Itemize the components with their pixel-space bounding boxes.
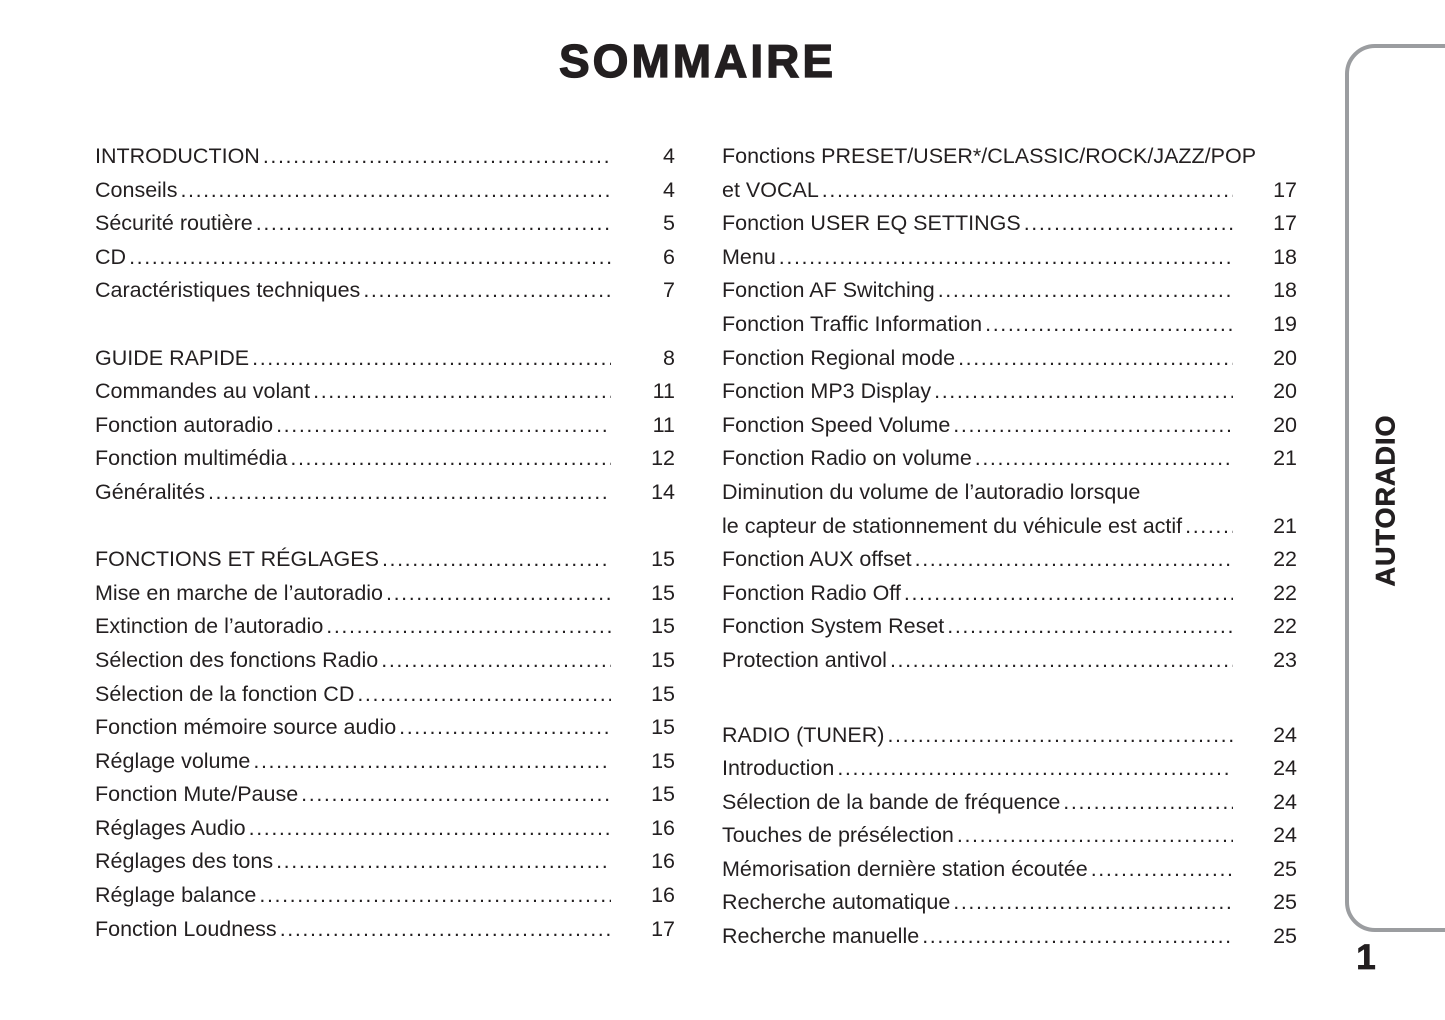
toc-entry-page: 24 — [1273, 756, 1297, 781]
dot-leader — [326, 610, 611, 644]
toc-entry-page: 21 — [1273, 446, 1297, 471]
toc-entry-label: Fonction Speed Volume — [722, 412, 951, 437]
toc-entry-label: Touches de présélection — [722, 823, 954, 848]
toc-entry — [722, 752, 1297, 786]
dot-leader — [958, 342, 1233, 376]
toc-entry-page: 5 — [663, 211, 675, 236]
toc-entry-page: 6 — [663, 244, 675, 269]
toc-entry-page: 15 — [651, 748, 675, 773]
toc-entry-label: Fonction Radio on volume — [722, 446, 972, 471]
toc-right-column — [722, 140, 1297, 954]
toc-entry — [722, 819, 1297, 853]
toc-entry-label: Diminution du volume de l’autoradio lorsque — [722, 479, 1141, 504]
toc-entry-page: 11 — [652, 412, 675, 437]
toc-entry-label: Fonction Loudness — [95, 916, 277, 941]
toc-left-column — [95, 140, 675, 946]
toc-section — [95, 342, 675, 510]
toc-entry-label: Fonction autoradio — [95, 412, 274, 437]
toc-section — [722, 719, 1297, 954]
toc-entry — [95, 140, 675, 174]
toc-entry-page: 22 — [1273, 614, 1297, 639]
dot-leader — [129, 241, 611, 275]
toc-entry — [95, 241, 675, 275]
dot-leader — [957, 819, 1233, 853]
toc-entry-page: 24 — [1273, 722, 1297, 747]
dot-leader — [386, 577, 611, 611]
toc-entry — [722, 786, 1297, 820]
toc-entry — [722, 644, 1297, 678]
toc-section — [722, 140, 1297, 678]
toc-entry-page: 16 — [651, 849, 675, 874]
dot-leader — [985, 308, 1233, 342]
toc-entry — [722, 853, 1297, 887]
toc-entry-label: INTRODUCTION — [95, 144, 260, 168]
toc-entry-label: Fonction USER EQ SETTINGS — [722, 211, 1021, 236]
toc-entry-label: GUIDE RAPIDE — [95, 345, 250, 370]
toc-entry — [722, 886, 1297, 920]
toc-entry — [722, 442, 1297, 476]
dot-leader — [953, 409, 1233, 443]
toc-entry-page: 14 — [651, 479, 675, 504]
toc-entry-label: Fonctions PRESET/USER*/CLASSIC/ROCK/JAZZ/POP — [722, 144, 1257, 168]
dot-leader — [280, 913, 611, 947]
toc-entry-page: 25 — [1273, 924, 1297, 949]
toc-entry-label: CD — [95, 244, 127, 269]
dot-leader — [822, 174, 1233, 208]
dot-leader — [890, 644, 1233, 678]
toc-entry-page: 11 — [652, 379, 675, 404]
dot-leader — [256, 207, 611, 241]
toc-entry — [722, 610, 1297, 644]
toc-entry-page: 25 — [1273, 856, 1297, 881]
toc-entry — [722, 274, 1297, 308]
toc-entry — [95, 409, 675, 443]
toc-entry — [722, 174, 1297, 208]
autoradio-tab-label: AUTORADIO — [1370, 413, 1401, 587]
toc-entry-page: 15 — [651, 547, 675, 572]
toc-entry-label: Généralités — [95, 479, 205, 504]
toc-entry-page: 22 — [1273, 547, 1297, 572]
toc-entry-label: FONCTIONS ET RÉGLAGES — [95, 547, 379, 572]
dot-leader — [363, 274, 611, 308]
page-title: SOMMAIRE — [559, 35, 836, 87]
toc-entry — [95, 644, 675, 678]
toc-entry-label: Réglages des tons — [95, 849, 274, 874]
toc-entry-label: Fonction AF Switching — [722, 278, 935, 303]
toc-entry-page: 8 — [663, 345, 675, 370]
toc-entry — [722, 719, 1297, 753]
toc-entry-label: Fonction Mute/Pause — [95, 782, 299, 807]
toc-entry-page: 7 — [663, 278, 675, 303]
toc-entry-label: Recherche automatique — [722, 890, 951, 915]
dot-leader — [357, 678, 611, 712]
dot-leader — [276, 409, 611, 443]
toc-entry-page: 15 — [651, 681, 675, 706]
toc-entry-page: 15 — [651, 782, 675, 807]
toc-entry — [95, 711, 675, 745]
toc-entry — [722, 577, 1297, 611]
toc-entry — [95, 442, 675, 476]
toc-entry-page: 21 — [1273, 513, 1297, 538]
toc-entry-label: Menu — [722, 244, 776, 269]
toc-entry-page: 4 — [663, 177, 675, 202]
toc-entry — [722, 241, 1297, 275]
toc-entry-label: Fonction AUX offset — [722, 547, 912, 572]
toc-entry — [95, 778, 675, 812]
dot-leader — [290, 442, 611, 476]
toc-entry-label: Fonction multimédia — [95, 446, 288, 471]
dot-leader — [837, 752, 1233, 786]
toc-entry — [95, 913, 675, 947]
toc-entry-label: Réglage volume — [95, 748, 251, 773]
dot-leader — [180, 174, 611, 208]
dot-leader — [779, 241, 1233, 275]
dot-leader — [249, 812, 611, 846]
toc-entry-page: 20 — [1273, 412, 1297, 437]
toc-entry-label: Réglage balance — [95, 883, 257, 908]
toc-entry — [722, 207, 1297, 241]
toc-section — [95, 543, 675, 946]
toc-entry-page: 16 — [651, 815, 675, 840]
autoradio-tab — [1347, 60, 1425, 940]
toc-entry — [95, 678, 675, 712]
toc-entry — [95, 745, 675, 779]
toc-entry-label: Mémorisation dernière station écoutée — [722, 856, 1088, 881]
toc-entry-page: 17 — [651, 916, 675, 941]
toc-entry — [722, 140, 1297, 174]
dot-leader — [253, 745, 611, 779]
dot-leader — [915, 543, 1233, 577]
toc-entry-page: 17 — [1273, 177, 1297, 202]
dot-leader — [381, 644, 611, 678]
toc-entry — [95, 174, 675, 208]
toc-entry-label: Sélection de la fonction CD — [95, 681, 355, 706]
dot-leader — [259, 879, 611, 913]
toc-entry — [722, 510, 1297, 544]
toc-entry — [722, 543, 1297, 577]
toc-entry-page: 15 — [651, 580, 675, 605]
toc-entry-label: Introduction — [722, 756, 835, 781]
dot-leader — [252, 342, 611, 376]
toc-entry — [95, 812, 675, 846]
toc-entry — [722, 920, 1297, 954]
toc-entry — [95, 274, 675, 308]
toc-entry — [95, 342, 675, 376]
toc-entry-page: 15 — [651, 715, 675, 740]
dot-leader — [1091, 853, 1233, 887]
dot-leader — [399, 711, 611, 745]
toc-entry-page: 18 — [1273, 278, 1297, 303]
toc-entry — [95, 476, 675, 510]
toc-entry-label: Sélection de la bande de fréquence — [722, 789, 1061, 814]
toc-entry-label: Réglages Audio — [95, 815, 246, 840]
toc-entry-page: 25 — [1273, 890, 1297, 915]
dot-leader — [276, 845, 611, 879]
toc-entry-page: 19 — [1273, 311, 1297, 336]
page-number: 1 — [1356, 938, 1376, 977]
toc-entry-page: 24 — [1273, 789, 1297, 814]
toc-entry-label: Extinction de l’autoradio — [95, 614, 324, 639]
toc-entry-page: 22 — [1273, 580, 1297, 605]
dot-leader — [1063, 786, 1233, 820]
toc-entry — [722, 308, 1297, 342]
dot-leader — [382, 543, 611, 577]
toc-entry-label: Protection antivol — [722, 647, 887, 672]
toc-entry — [722, 375, 1297, 409]
toc-entry — [95, 207, 675, 241]
toc-entry-label: Fonction Traffic Information — [722, 311, 983, 336]
dot-leader — [947, 610, 1233, 644]
toc-entry-page: 18 — [1273, 244, 1297, 269]
toc-entry-label: Fonction mémoire source audio — [95, 715, 397, 740]
toc-entry — [722, 342, 1297, 376]
toc-entry — [95, 375, 675, 409]
dot-leader — [934, 375, 1233, 409]
dot-leader — [922, 920, 1233, 954]
toc-entry — [95, 879, 675, 913]
dot-leader — [208, 476, 611, 510]
toc-entry-page: 12 — [651, 446, 675, 471]
toc-entry — [722, 409, 1297, 443]
toc-section — [95, 140, 675, 308]
toc-entry-page: 17 — [1273, 211, 1297, 236]
dot-leader — [953, 886, 1233, 920]
toc-entry-label: Sélection des fonctions Radio — [95, 647, 379, 672]
toc-entry-label: Commandes au volant — [95, 379, 311, 404]
toc-entry-label: RADIO (TUNER) — [722, 722, 885, 747]
dot-leader — [313, 375, 611, 409]
toc-entry-label: Fonction Regional mode — [722, 345, 956, 370]
dot-leader — [904, 577, 1233, 611]
toc-entry-label: Caractéristiques techniques — [95, 278, 361, 303]
toc-entry-page: 23 — [1273, 647, 1297, 672]
toc-entry — [95, 543, 675, 577]
toc-entry-label: Conseils — [95, 177, 178, 202]
toc-entry — [95, 610, 675, 644]
toc-entry-label: Mise en marche de l’autoradio — [95, 580, 384, 605]
toc-entry-label: Fonction Radio Off — [722, 580, 901, 605]
toc-entry-label: Fonction MP3 Display — [722, 379, 932, 404]
toc-entry-page: 20 — [1273, 379, 1297, 404]
toc-entry — [95, 577, 675, 611]
dot-leader — [938, 274, 1233, 308]
dot-leader — [1024, 207, 1233, 241]
toc-entry — [722, 476, 1297, 510]
toc-entry-page: 20 — [1273, 345, 1297, 370]
dot-leader — [975, 442, 1233, 476]
dot-leader — [263, 140, 611, 174]
toc-entry-page: 15 — [651, 647, 675, 672]
toc-entry-label: et VOCAL — [722, 177, 819, 202]
toc-entry-page: 24 — [1273, 823, 1297, 848]
toc-entry-page: 4 — [663, 144, 675, 168]
toc-entry-page: 15 — [651, 614, 675, 639]
dot-leader — [887, 719, 1233, 753]
toc-entry-label: Fonction System Reset — [722, 614, 945, 639]
toc-entry-page: 16 — [651, 883, 675, 908]
toc-entry-label: le capteur de stationnement du véhicule est actif — [722, 513, 1183, 538]
dot-leader — [301, 778, 611, 812]
toc-entry — [95, 845, 675, 879]
dot-leader — [1185, 510, 1233, 544]
toc-entry-label: Sécurité routière — [95, 211, 253, 236]
toc-entry-label: Recherche manuelle — [722, 924, 920, 949]
